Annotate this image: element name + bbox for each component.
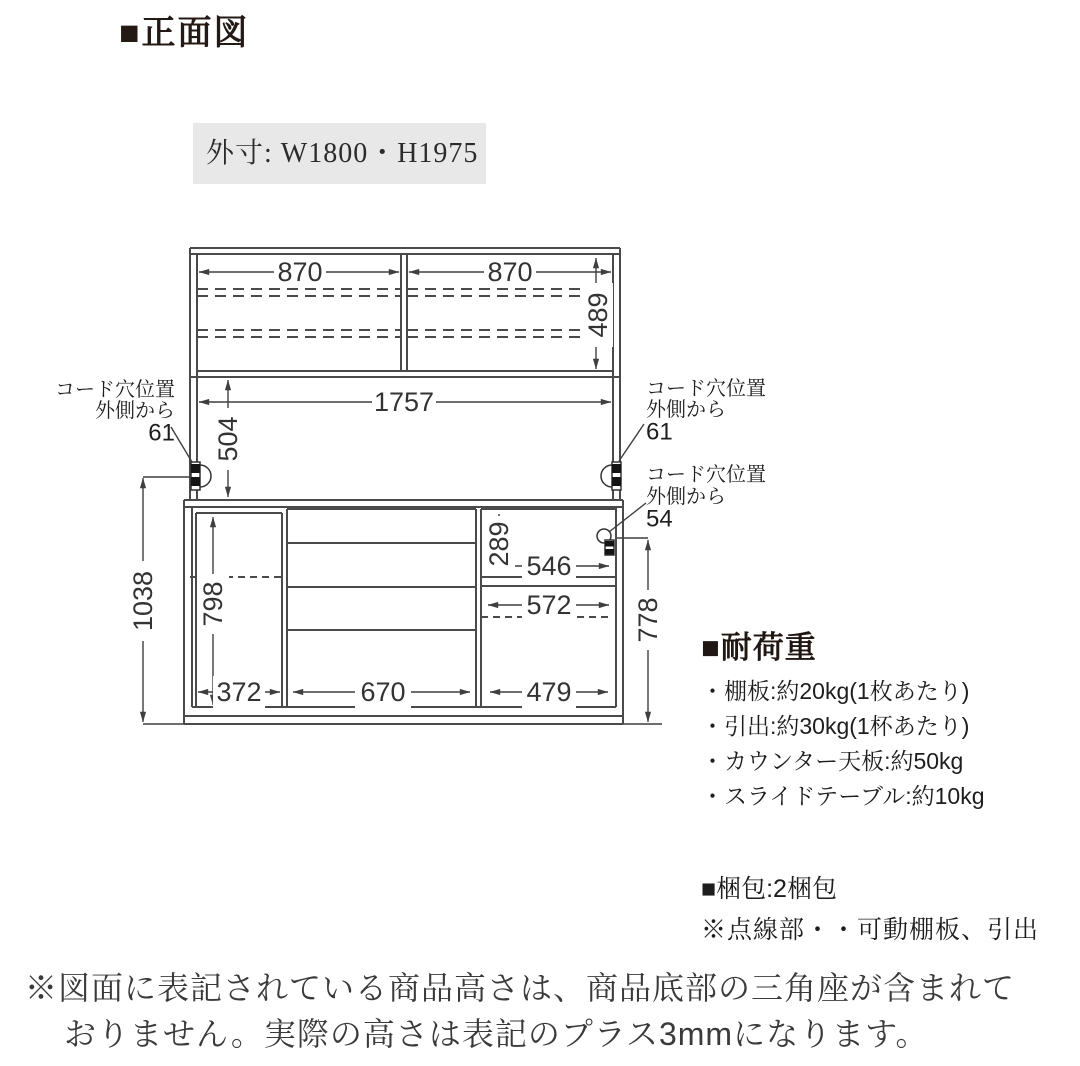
load-capacity-heading: ■耐荷重	[701, 630, 817, 665]
cord-label-right-upper-value: 61	[646, 418, 673, 446]
cord-hole-symbol-right-lower	[597, 529, 614, 555]
dim-upper-left-width: 870	[277, 257, 323, 287]
dim-left-shelf-height: 798	[198, 581, 228, 627]
dim-counter-opening-width: 1757	[373, 387, 435, 417]
cord-label-right-lower-value: 54	[646, 505, 673, 533]
load-capacity-item-shelf: ・棚板:約20kg(1枚あたり)	[701, 678, 970, 704]
load-capacity-items	[701, 674, 985, 814]
footer-note-line2: おりません。実際の高さは表記のプラス3mmになります。	[64, 1016, 929, 1052]
dim-right-door-width: 479	[526, 677, 572, 707]
dim-left-total-height: 1038	[128, 570, 158, 632]
packing-note: ■梱包:2梱包	[701, 875, 837, 903]
cord-label-left-line2: 外側から	[95, 400, 175, 422]
dim-left-shelf-width: 372	[216, 677, 262, 707]
dimension-lines	[143, 258, 648, 722]
load-capacity-item-counter: ・カウンター天板:約50kg	[701, 748, 964, 774]
cord-label-right-upper-line2: 外側から	[646, 399, 726, 421]
dim-upper-inner-height: 489	[583, 292, 613, 338]
upper-cabinet-outline	[190, 248, 620, 500]
dim-niche-width: 546	[526, 551, 572, 581]
load-capacity-section	[701, 622, 985, 814]
cord-label-left-value: 61	[148, 419, 175, 447]
page-title: ■正面図	[119, 15, 250, 52]
dim-right-inner-width: 572	[526, 590, 572, 620]
dim-upper-right-width: 870	[487, 257, 533, 287]
dim-counter-opening-height: 504	[213, 416, 243, 462]
load-capacity-item-drawer: ・引出:約30kg(1杯あたり)	[701, 713, 970, 739]
dim-drawer-width: 670	[360, 677, 406, 707]
footer-note-line1: ※図面に表記されている商品高さは、商品底部の三角座が含まれて	[25, 970, 1016, 1006]
cord-label-right-lower-line1: コード穴位置	[646, 464, 766, 486]
cord-label-right-upper-line1: コード穴位置	[646, 378, 766, 400]
cord-hole-symbol-left	[191, 462, 211, 490]
outer-dimensions-label: 外寸: W1800・H1975	[206, 138, 479, 169]
dimension-texts	[128, 257, 663, 707]
cord-label-left-line1: コード穴位置	[55, 379, 175, 401]
cord-label-right-lower-line2: 外側から	[646, 486, 726, 508]
dim-niche-height: 289	[484, 521, 514, 567]
load-capacity-item-slide-table: ・スライドテーブル:約10kg	[701, 783, 985, 809]
dotted-line-note: ※点線部・・可動棚板、引出	[701, 916, 1040, 944]
cord-hole-symbol-right-upper	[601, 462, 621, 490]
dim-right-side-height: 778	[633, 597, 663, 643]
